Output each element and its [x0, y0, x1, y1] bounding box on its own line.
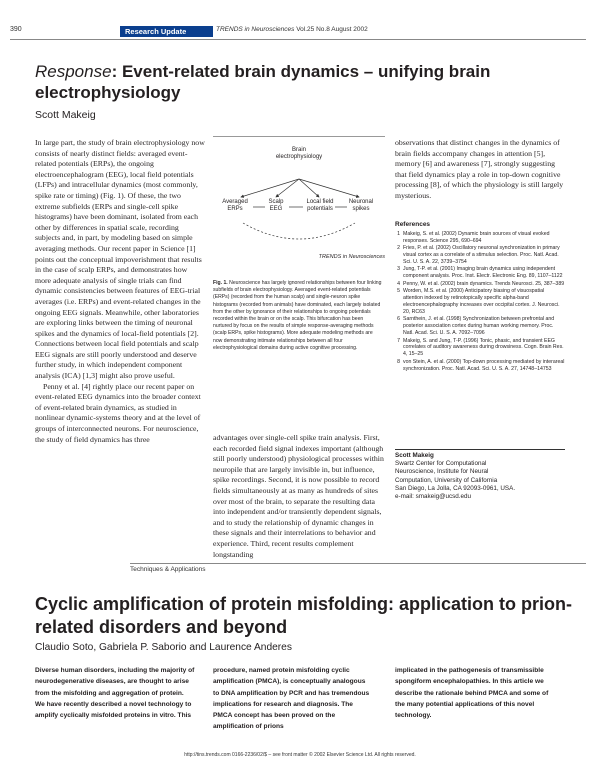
- figure-caption: [213, 280, 383, 352]
- reference-number: 5: [397, 288, 400, 295]
- edge-to-erps: [241, 179, 299, 197]
- address-rule: [395, 449, 565, 450]
- address-line: San Diego, La Jolla, CA 92093-0961, USA.: [395, 484, 516, 492]
- reference-text: Makeig, S. and Jung, T-P. (1996) Tonic, phasic, and transient EEG correlates of auditory awareness during drowsiness. Cogn. Brain Res. 4, 15–25: [403, 337, 564, 358]
- abstract-column-2: procedure, named protein misfolding cyclic amplification (PMCA), is conceptually analogous to DNA amplification by PCR and has tremendous implications for research and diagnosis. The PMCA concept has been proved on the amplification of prions: [213, 667, 370, 731]
- fig-node-line: Scalp: [268, 199, 284, 205]
- fig-top-label: [269, 147, 329, 161]
- reference-number: 3: [397, 266, 400, 273]
- body-column-1: [35, 138, 205, 445]
- fig-node-line: EEG: [269, 206, 283, 212]
- reference-item: [395, 266, 565, 280]
- journal-name: TRENDS in Neurosciences: [216, 26, 295, 33]
- title-italic: Response: [35, 62, 112, 81]
- abstract-column-3: implicated in the pathogenesis of transmissible spongiform encephalopathies. In this article we describe the rationale behind PMCA and some of the many potential applications of this novel technology.: [395, 667, 549, 720]
- caption-text: Neuroscience has largely ignored relationships between four linking subfields of brain electrophysiology. Averaged event-related potentials (ERPs) (recorded from the human scalp) and single-neuron spike histograms (recorded from animals) have dominated, each largely isolated from the other by ignorance of their relationships to ongoing potentials recorded within the brain or on the scalp. This bifurcation has been nurtured by focus on the results of simple response-averaging methods (scalp ERPs, spike histograms). More adequate modeling methods are now demonstrating intimate relationships between all four electrophysiological domains during active cognitive processing.: [213, 280, 382, 351]
- reference-item: [395, 359, 565, 373]
- paragraph: Penny et al. [4] rightly place our recent paper on event-related EEG dynamics into the broader context of event-related brain dynamics, as studied in nonlinear dynamic-systems theory and at the level of groups of interconnected neurons. For neuroscience, the study of field dynamics has three: [35, 381, 201, 444]
- section-label: Techniques & Applications: [130, 566, 206, 573]
- journal-issue: Vol.25 No.8 August 2002: [294, 26, 368, 33]
- address-name: Scott Makeig: [395, 452, 434, 459]
- references: [395, 222, 565, 373]
- fig-node-line: ERPs: [227, 206, 243, 212]
- page-number: 390: [10, 26, 22, 33]
- journal-citation: [216, 26, 368, 33]
- header-rule: [10, 39, 586, 40]
- reference-item: [395, 338, 565, 359]
- reference-number: 2: [397, 245, 400, 252]
- fig-node-line: spikes: [352, 206, 370, 212]
- fig-node-line: Local field: [306, 199, 334, 205]
- reference-item: [395, 245, 565, 266]
- paragraph: In large part, the study of brain electrophysiology now consists of nearly distinct fields: averaged event-related potentials (ERPs), the ongoing electroencephalogram (EEG), local field potentials (LFPs) and intracellular dynamics (most commonly, spike rate or timing) (Fig. 1). Of these, the two extreme subfields (ERPs and single-cell spike histograms) have been dominant, isolated from each other by differences in spatial scale, recording subjects and, in part, by modeling based on simple averaging methods. Our recent paper in Science [1] points out the conceptual impoverishment that results in the case of scalp ERPs, and demonstrates how more adequate analysis of single trials can find dynamic consistencies between features of EEG-trial averages (i.e. ERPs) and event-related changes in the ongoing EEG signals. Meanwhile, other laboratories are exploring links between the timing of neuronal spikes and the dynamics of local-field potentials [2]. Connections between local field potentials and scalp EEG signals are still poorly understood and deserve further study, in which independent component analysis (ICA) [1,3] might also prove useful.: [35, 138, 205, 381]
- fig-node-lfp: [299, 199, 341, 213]
- reference-text: Fries, P. et al. (2002) Oscillatory neuronal synchronization in primary visual cortex as a correlate of a stimulus selection. Proc. Natl. Acad. Sci. U. S. A. 22, 3739–3754: [403, 245, 560, 266]
- article2-title: Cyclic amplification of protein misfolding: application to prion-related disorders and beyond: [35, 594, 573, 637]
- reference-number: 6: [397, 316, 400, 323]
- reference-text: Worden, M.S. et al. (2000) Anticipatory biasing of visuospatial attention indexed by retinotopically specific alpha-band electroencephalography increases over occipital cortex. J. Neurosci. 20, RC63: [403, 288, 560, 315]
- reference-number: 4: [397, 280, 400, 287]
- title-rest: : Event-related brain dynamics – unifying brain electrophysiology: [35, 62, 491, 102]
- running-header: [10, 26, 586, 37]
- section-tag: Research Update: [120, 26, 213, 37]
- fig-node-line: potentials: [307, 206, 333, 212]
- reference-number: 7: [397, 337, 400, 344]
- reference-item: [395, 288, 565, 316]
- reference-text: Jung, T-P. et al. (2001) Imaging brain dynamics using independent component analysis. Proc. Inst. Electr. Electronic Eng. 89, 1107–1122: [403, 266, 563, 280]
- reference-number: 8: [397, 358, 400, 365]
- address-line: Computation, University of California: [395, 476, 498, 484]
- references-heading: References: [395, 221, 431, 228]
- edge-to-spikes: [299, 179, 359, 197]
- fig-node-spikes: [341, 199, 381, 213]
- section-rule: [130, 563, 586, 564]
- paragraph: advantages over single-cell spike train analysis. First, each recorded field signal indexes important (although still poorly understood) physiological processes within neuropile that are largely invisible in, but influence, spike recordings. Second, it is now possible to record fields simultaneously at as many as hundreds of sites over most of the brain, to separate the resulting data into independent and/or transiently dependent signals, and to study the relationship of dynamic changes in these signals and their interrelations to behavior and experience. Third, recent results complement longstanding: [213, 433, 384, 559]
- article-title: [35, 61, 565, 103]
- reference-item: [395, 316, 565, 337]
- address-email[interactable]: e-mail: smakeig@ucsd.edu: [395, 493, 472, 501]
- fig-credit: TRENDS in Neurosciences: [318, 254, 385, 260]
- article2-authors: Claudio Soto, Gabriela P. Saborio and Laurence Anderes: [35, 642, 292, 653]
- article-author: Scott Makeig: [35, 109, 96, 121]
- figure-1: [213, 136, 385, 268]
- paragraph: observations that distinct changes in the dynamics of brain fields accompany changes in attention [5], memory [6] and awareness [7], strongly suggesting that field dynamics play a role in top-down cognitive processing [8], of which the physiology is still largely mysterious.: [395, 138, 564, 200]
- reference-text: von Stein, A. et al. (2000) Top-down processing mediated by interareal synchronization. Proc. Natl. Acad. Sci. U. S. A. 27, 14748–14753: [403, 358, 565, 372]
- reference-text: Sarnthein, J. et al. (1998) Synchronization between prefrontal and posterior association cortex during human working memory. Proc. Natl. Acad. Sci. U. S. A. 7092–7096: [403, 316, 555, 337]
- reference-number: 1: [397, 230, 400, 237]
- fig-top-label-line: Brain: [291, 147, 306, 153]
- body-column-3: [395, 138, 565, 202]
- abstract-column-1: Diverse human disorders, including the majority of neurodegenerative diseases, are thought to arise from the misfolding and aggregation of protein. We have recently described a novel technology to amplify cyclically misfolded proteins in vitro. This: [35, 667, 195, 720]
- reference-item: [395, 281, 565, 288]
- fig-node-line: Averaged: [222, 199, 248, 205]
- reference-list: [395, 231, 565, 373]
- dashed-arc: [243, 223, 355, 239]
- fig-node-eeg: [259, 199, 293, 213]
- edge-to-eeg: [276, 179, 299, 197]
- reference-text: Makeig, S. et al. (2002) Dynamic brain sources of visual evoked responses. Science 295, 690–694: [403, 230, 550, 244]
- page-footer: http://tins.trends.com 0166-2236/02/$ – see front matter © 2002 Elsevier Science Ltd. All rights reserved.: [184, 752, 416, 758]
- caption-label: Fig. 1.: [213, 280, 228, 286]
- body-column-2: [213, 433, 385, 560]
- address-line: Swartz Center for Computational: [395, 460, 487, 468]
- author-address: [395, 449, 565, 501]
- address-line: Neuroscience, Institute for Neural: [395, 468, 489, 476]
- reference-item: [395, 231, 565, 245]
- reference-text: Penny, W. et al. (2002) brain dynamics. Trends Neurosci. 25, 387–389: [403, 280, 565, 287]
- fig-node-erps: [215, 199, 255, 213]
- fig-top-label-line: electrophysiology: [275, 154, 323, 160]
- fig-node-line: Neuronal: [348, 199, 374, 205]
